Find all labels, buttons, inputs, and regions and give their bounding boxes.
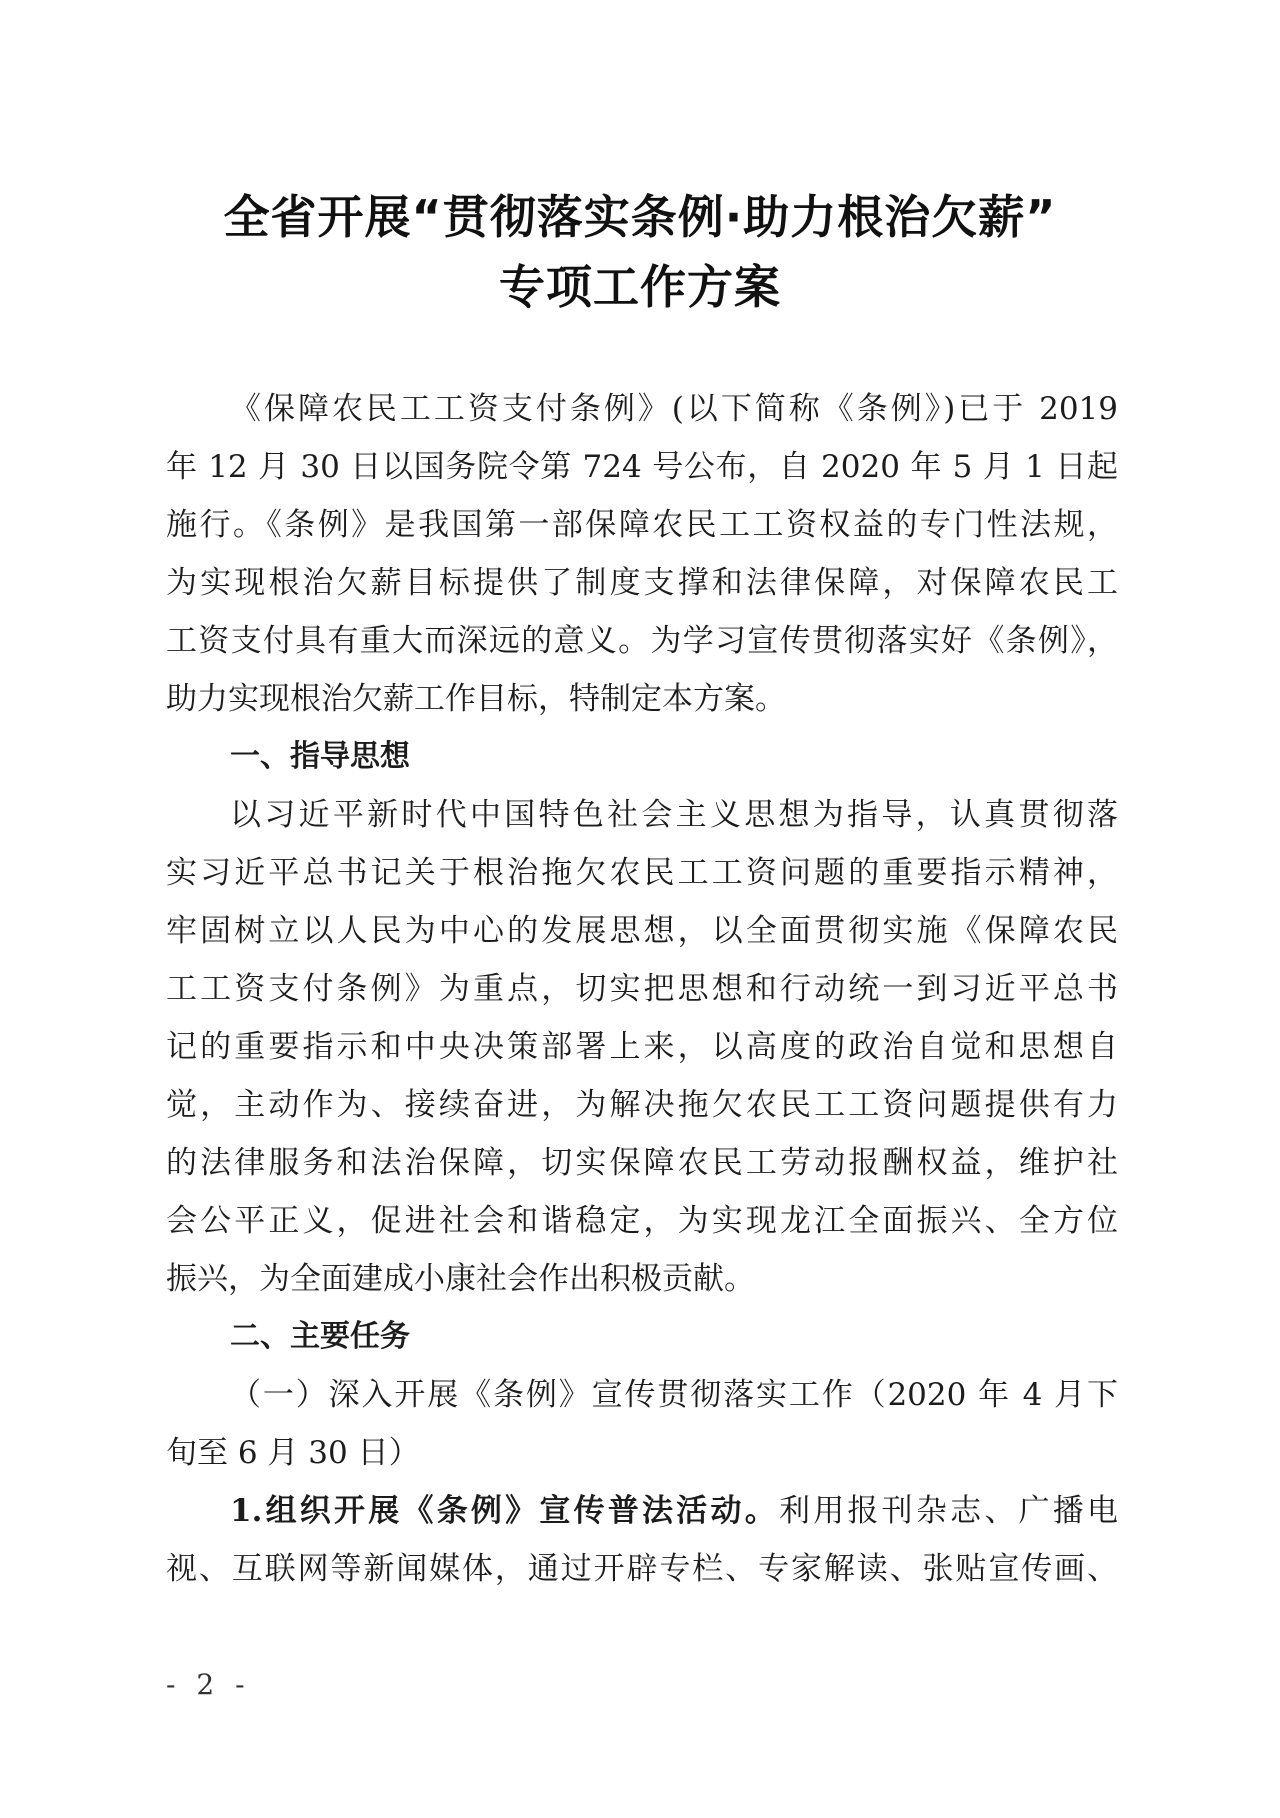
document-title-line-1: 全省开展“贯彻落实条例·助力根治欠薪” — [223, 190, 1057, 244]
item1-text: 利用报刊杂志、广播电 — [778, 1493, 1118, 1529]
section1-line: 以习近平新时代中国特色社会主义思想为指导，认真贯彻落 — [230, 797, 1118, 833]
section-heading-main-tasks: 二、主要任务 — [230, 1319, 410, 1354]
intro-line: 助力实现根治欠薪工作目标，特制定本方案。 — [166, 681, 786, 717]
document-title-line-2: 专项工作方案 — [499, 260, 781, 314]
intro-line: 施行。《条例》是我国第一部保障农民工工资权益的专门性法规， — [166, 507, 1118, 543]
item1-line: 视、互联网等新闻媒体，通过开辟专栏、专家解读、张贴宣传画、 — [166, 1551, 1118, 1587]
section-heading-guiding-ideology: 一、指导思想 — [230, 739, 410, 774]
intro-line: 为实现根治欠薪目标提供了制度支撑和法律保障，对保障农民工 — [166, 565, 1118, 601]
item1-first-line — [166, 1482, 1118, 1540]
subsection-line: （一）深入开展《条例》宣传贯彻落实工作（2020 年 4 月下 — [230, 1377, 1118, 1413]
intro-line: 《保障农民工工资支付条例》(以下简称《条例》)已于 2019 — [230, 391, 1118, 427]
intro-line: 年 12 月 30 日以国务院令第 724 号公布，自 2020 年 5 月 1 日起 — [166, 449, 1118, 485]
section1-line: 牢固树立以人民为中心的发展思想，以全面贯彻实施《保障农民 — [166, 913, 1118, 949]
page-number: - 2 - — [166, 1668, 251, 1701]
item1-heading: 1.组织开展《条例》宣传普法活动。 — [230, 1493, 779, 1529]
section1-line: 记的重要指示和中央决策部署上来，以高度的政治自觉和思想自 — [166, 1029, 1118, 1065]
subsection-line: 旬至 6 月 30 日） — [166, 1435, 420, 1471]
section1-line: 觉，主动作为、接续奋进，为解决拖欠农民工工资问题提供有力 — [166, 1087, 1118, 1123]
section1-line: 工工资支付条例》为重点，切实把思想和行动统一到习近平总书 — [166, 971, 1118, 1007]
section1-line: 振兴，为全面建成小康社会作出积极贡献。 — [166, 1261, 755, 1297]
section1-line: 的法律服务和法治保障，切实保障农民工劳动报酬权益，维护社 — [166, 1145, 1118, 1181]
intro-line: 工资支付具有重大而深远的意义。为学习宣传贯彻落实好《条例》， — [166, 623, 1118, 659]
section1-line: 会公平正义，促进社会和谐稳定，为实现龙江全面振兴、全方位 — [166, 1203, 1118, 1239]
document-body — [166, 380, 1118, 1598]
section1-line: 实习近平总书记关于根治拖欠农民工工资问题的重要指示精神， — [166, 855, 1118, 891]
